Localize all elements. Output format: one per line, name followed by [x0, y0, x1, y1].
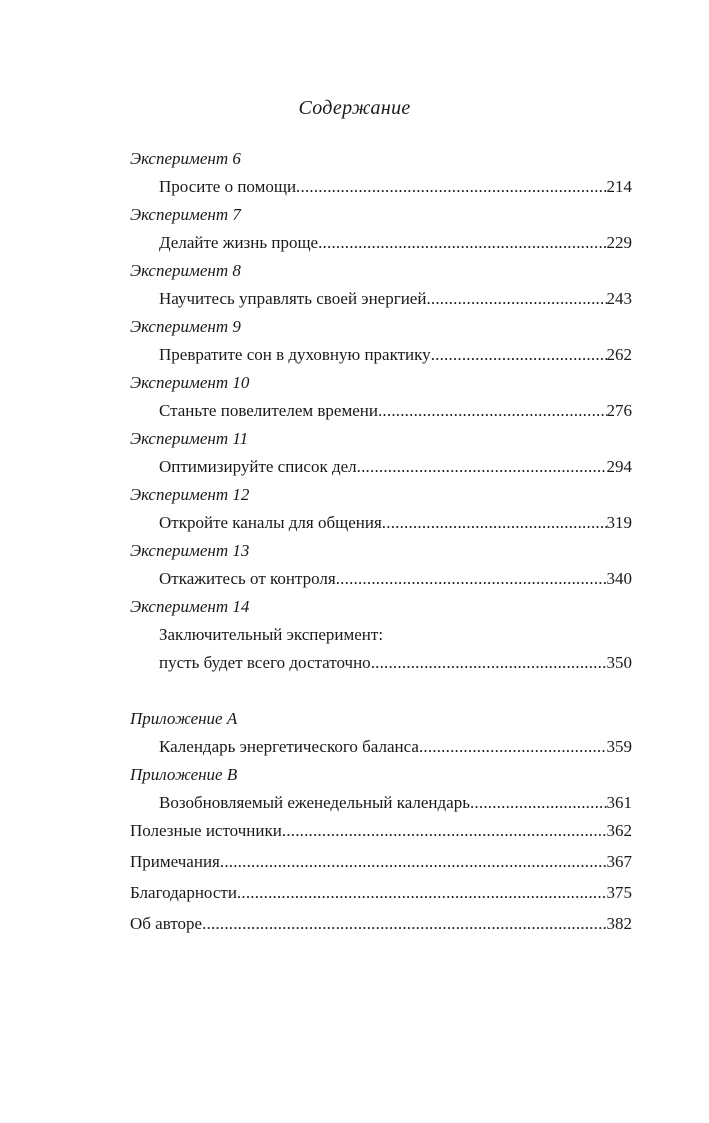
- entry-title: Примечания: [130, 852, 220, 871]
- entry-title: Откажитесь от контроля: [159, 569, 336, 588]
- section-label: Эксперимент 8: [130, 261, 241, 280]
- dot-leader: [426, 285, 606, 313]
- toc-group-experiment-8: [130, 257, 632, 313]
- entry-title: Благодарности: [130, 883, 237, 902]
- page-title: Содержание: [298, 97, 411, 119]
- page-number: 319: [606, 513, 632, 532]
- dot-leader: [378, 397, 607, 425]
- dot-leader: [237, 879, 607, 907]
- section-label: Эксперимент 7: [130, 205, 241, 224]
- dot-leader: [318, 229, 606, 257]
- page-number: 294: [606, 457, 632, 476]
- dot-leader: [419, 733, 607, 761]
- toc-entry[interactable]: [130, 565, 632, 593]
- dot-leader: [296, 173, 606, 201]
- page-number: 382: [606, 914, 632, 933]
- page-number: 362: [606, 821, 632, 840]
- toc-entry[interactable]: [130, 509, 632, 537]
- dot-leader: [282, 817, 607, 845]
- page-number: 262: [606, 345, 632, 364]
- toc-group-experiment-9: [130, 313, 632, 369]
- dot-leader: [431, 341, 607, 369]
- toc-group-experiment-12: [130, 481, 632, 537]
- page-number: 229: [606, 233, 632, 252]
- section-label: Эксперимент 12: [130, 485, 250, 504]
- toc-group-experiment-10: [130, 369, 632, 425]
- dot-leader: [202, 910, 606, 938]
- toc-entry-acknowledgements[interactable]: [130, 879, 632, 910]
- entry-title: Полезные источники: [130, 821, 282, 840]
- toc-group-experiment-14: [130, 593, 632, 677]
- toc-group-experiment-11: [130, 425, 632, 481]
- toc-entry-resources[interactable]: [130, 817, 632, 848]
- entry-title: Возобновляемый еженедельный календарь: [159, 793, 470, 812]
- page-number: 340: [606, 569, 632, 588]
- section-spacer: [130, 677, 632, 705]
- entry-title: Просите о помощи: [159, 177, 297, 196]
- entry-title: Откройте каналы для общения: [159, 513, 382, 532]
- dot-leader: [470, 789, 607, 817]
- toc-group-appendix-b: [130, 761, 632, 817]
- section-label: Эксперимент 9: [130, 317, 241, 336]
- toc-entry[interactable]: [130, 733, 632, 761]
- page-number: 243: [606, 289, 632, 308]
- dot-leader: [382, 509, 607, 537]
- page-number: 375: [606, 883, 632, 902]
- section-label: Эксперимент 13: [130, 541, 250, 560]
- toc-entry[interactable]: [130, 285, 632, 313]
- entry-title: Календарь энергетического баланса: [159, 737, 419, 756]
- dot-leader: [336, 565, 607, 593]
- entry-title: пусть будет всего достаточно: [159, 653, 371, 672]
- entry-title-first-line[interactable]: Заключительный эксперимент:: [159, 625, 384, 644]
- section-label: Эксперимент 11: [130, 429, 249, 448]
- section-label: Эксперимент 6: [130, 149, 241, 168]
- page-number: 359: [606, 737, 632, 756]
- page-number: 350: [606, 653, 632, 672]
- table-of-contents: [130, 145, 632, 941]
- toc-group-appendix-a: [130, 705, 632, 761]
- dot-leader: [371, 649, 607, 677]
- dot-leader: [357, 453, 607, 481]
- toc-entry-about-author[interactable]: [130, 910, 632, 941]
- dot-leader: [220, 848, 607, 876]
- toc-group-experiment-7: [130, 201, 632, 257]
- page-number: 361: [606, 793, 632, 812]
- entry-title: Научитесь управлять своей энергией: [159, 289, 427, 308]
- entry-title: Делайте жизнь проще: [159, 233, 319, 252]
- section-label: Приложение А: [130, 709, 238, 728]
- toc-entry[interactable]: [130, 789, 632, 817]
- entry-title: Об авторе: [130, 914, 203, 933]
- toc-entry[interactable]: [130, 453, 632, 481]
- section-label: Приложение В: [130, 765, 238, 784]
- page-number: 367: [606, 852, 632, 871]
- toc-entry[interactable]: [130, 173, 632, 201]
- entry-title: Оптимизируйте список дел: [159, 457, 357, 476]
- toc-entry[interactable]: [130, 229, 632, 257]
- toc-entry[interactable]: [130, 397, 632, 425]
- entry-title: Станьте повелителем времени: [159, 401, 378, 420]
- toc-group-experiment-13: [130, 537, 632, 593]
- section-label: Эксперимент 14: [130, 597, 250, 616]
- page-number: 276: [606, 401, 632, 420]
- page-number: 214: [606, 177, 632, 196]
- toc-group-experiment-6: [130, 145, 632, 201]
- toc-entry-notes[interactable]: [130, 848, 632, 879]
- toc-entry[interactable]: [130, 341, 632, 369]
- toc-entry[interactable]: [130, 649, 632, 677]
- section-label: Эксперимент 10: [130, 373, 250, 392]
- entry-title: Превратите сон в духовную практику: [159, 345, 431, 364]
